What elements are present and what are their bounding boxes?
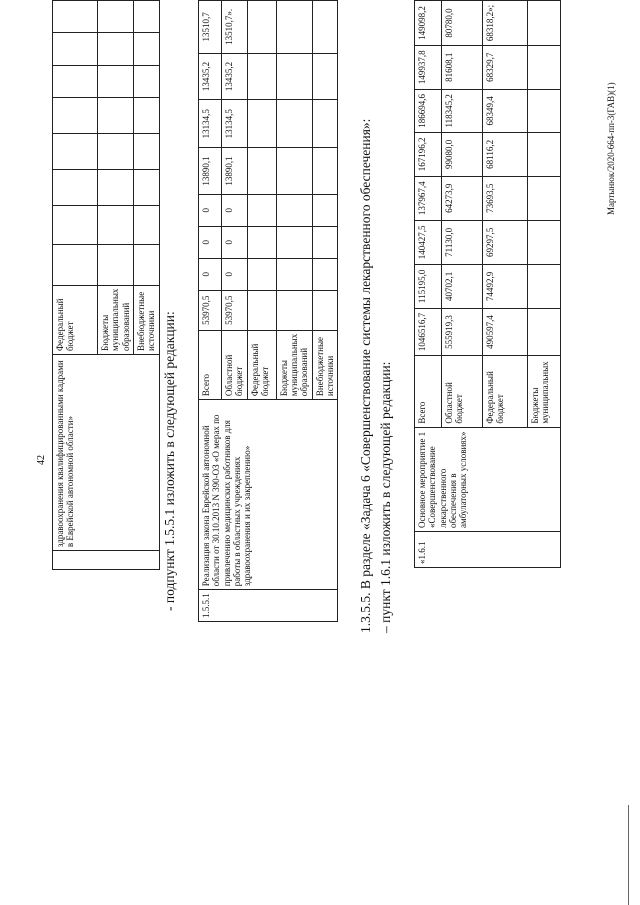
- value-cell: [134, 134, 160, 170]
- value-cell: [98, 65, 134, 97]
- value-cell: [276, 226, 312, 258]
- value-cell: 13890,1: [222, 148, 248, 194]
- value-cell: [53, 205, 98, 244]
- row-code-cell: 1.5.5.1: [199, 590, 338, 622]
- value-cell: 0: [199, 226, 222, 258]
- value-cell: [528, 133, 561, 177]
- value-cell: 0: [199, 258, 222, 290]
- value-cell: [53, 244, 98, 285]
- value-cell: [276, 290, 312, 330]
- value-cell: 69297,5: [483, 220, 528, 264]
- value-cell: 68349,4: [483, 89, 528, 133]
- value-cell: [247, 226, 276, 258]
- value-cell: [98, 244, 134, 285]
- value-cell: [528, 264, 561, 308]
- value-cell: 81608,1: [442, 45, 483, 89]
- value-cell: [312, 226, 338, 258]
- budget-table-continuation: [52, 0, 160, 570]
- value-cell: 68116,2: [483, 133, 528, 177]
- value-cell: [53, 134, 98, 170]
- measure-name-cell: Основное мероприятие 1 «Совершенствование лекарственного обеспечения в амбулаторных условиях»: [415, 427, 561, 531]
- table-row: [199, 1, 222, 622]
- value-cell: 64273,9: [442, 176, 483, 220]
- measure-name-cell: Реализация закона Еврейской автономной области от 30.10.2013 N 390-ОЗ «О мерах по привлечению медицинских работников для работы в областных учреждениях здравоохранения и их закреплению»: [199, 400, 338, 590]
- value-cell: 13510,7: [199, 1, 222, 54]
- value-cell: 490597,4: [483, 308, 528, 355]
- value-cell: 13510,7».: [222, 1, 248, 54]
- funding-source-cell: Федеральный бюджет: [53, 285, 98, 354]
- value-cell: [247, 290, 276, 330]
- value-cell: 115195,0: [415, 264, 442, 308]
- funding-source-cell: Бюджеты муниципальных: [528, 356, 561, 427]
- page-number: 42: [36, 455, 47, 465]
- value-cell: 99080,0: [442, 133, 483, 177]
- value-cell: [247, 53, 276, 99]
- value-cell: [134, 33, 160, 65]
- value-cell: [312, 148, 338, 194]
- value-cell: [134, 98, 160, 134]
- value-cell: 73693,5: [483, 176, 528, 220]
- value-cell: [53, 98, 98, 134]
- funding-source-cell: Областной бюджет: [442, 356, 483, 427]
- funding-source-cell: Всего: [415, 356, 442, 427]
- value-cell: [98, 134, 134, 170]
- value-cell: [134, 1, 160, 33]
- value-cell: 13890,1: [199, 148, 222, 194]
- value-cell: [276, 53, 312, 99]
- value-cell: 40702,1: [442, 264, 483, 308]
- measure-name-cell: здравоохранения квалифицированными кадрами в Еврейской автономной области»: [53, 354, 160, 550]
- funding-source-cell: Внебюджетные источники: [134, 285, 160, 354]
- value-cell: 0: [222, 226, 248, 258]
- section-heading: 1.3.5.5. В разделе «Задача 6 «Совершенствование системы лекарственного обеспечения»:: [358, 118, 373, 633]
- value-cell: 140427,5: [415, 220, 442, 264]
- funding-source-cell: Всего: [199, 330, 222, 399]
- value-cell: [312, 258, 338, 290]
- value-cell: [312, 194, 338, 226]
- value-cell: [134, 169, 160, 205]
- value-cell: [276, 194, 312, 226]
- value-cell: [312, 100, 338, 148]
- table-row: [415, 1, 442, 568]
- value-cell: [247, 258, 276, 290]
- row-code-cell: «1.6.1: [415, 532, 561, 568]
- value-cell: [528, 1, 561, 46]
- value-cell: 13134,5: [199, 100, 222, 148]
- value-cell: 0: [199, 194, 222, 226]
- funding-source-cell: Федеральный бюджет: [247, 330, 276, 399]
- value-cell: 74492,9: [483, 264, 528, 308]
- value-cell: [53, 1, 98, 33]
- value-cell: 68318,2»;: [483, 1, 528, 46]
- table-row: [53, 1, 98, 570]
- value-cell: 1046516,7: [415, 308, 442, 355]
- value-cell: [276, 1, 312, 54]
- value-cell: [247, 148, 276, 194]
- value-cell: 137967,4: [415, 176, 442, 220]
- value-cell: 555919,3: [442, 308, 483, 355]
- value-cell: 53970,5: [222, 290, 248, 330]
- value-cell: 186694,6: [415, 89, 442, 133]
- value-cell: [528, 45, 561, 89]
- value-cell: [53, 65, 98, 97]
- footer-divider: [628, 805, 629, 905]
- value-cell: 13435,2: [199, 53, 222, 99]
- value-cell: 0: [222, 194, 248, 226]
- value-cell: 149098,2: [415, 1, 442, 46]
- value-cell: [276, 100, 312, 148]
- budget-table-161: [414, 0, 561, 568]
- value-cell: 68329,7: [483, 45, 528, 89]
- value-cell: [312, 290, 338, 330]
- budget-table-1551: [198, 0, 338, 622]
- funding-source-cell: Бюджеты муниципальных образований: [98, 285, 134, 354]
- value-cell: 80780,0: [442, 1, 483, 46]
- value-cell: 118345,2: [442, 89, 483, 133]
- value-cell: [98, 205, 134, 244]
- value-cell: [134, 65, 160, 97]
- value-cell: [276, 258, 312, 290]
- value-cell: [247, 100, 276, 148]
- funding-source-cell: Внебюджетные источники: [312, 330, 338, 399]
- funding-source-cell: Областной бюджет: [222, 330, 248, 399]
- value-cell: [53, 169, 98, 205]
- value-cell: [312, 53, 338, 99]
- document-reference: Мартынюк/2020-664-пп-3(ГАВ)(1): [606, 82, 616, 215]
- value-cell: [98, 33, 134, 65]
- value-cell: 13435,2: [222, 53, 248, 99]
- value-cell: 53970,5: [199, 290, 222, 330]
- value-cell: [528, 89, 561, 133]
- value-cell: [134, 244, 160, 285]
- funding-source-cell: Федеральный бюджет: [483, 356, 528, 427]
- value-cell: [53, 33, 98, 65]
- value-cell: [528, 176, 561, 220]
- value-cell: 71130,0: [442, 220, 483, 264]
- value-cell: [312, 1, 338, 54]
- value-cell: 0: [222, 258, 248, 290]
- value-cell: [276, 148, 312, 194]
- subpoint-heading: - подпункт 1.5.5.1 изложить в следующей редакции:: [162, 311, 177, 611]
- row-code-cell: [53, 551, 160, 570]
- value-cell: 167196,2: [415, 133, 442, 177]
- point-heading: – пункт 1.6.1 изложить в следующей редакции:: [378, 361, 393, 633]
- value-cell: [528, 308, 561, 355]
- funding-source-cell: Бюджеты муниципальных образований: [276, 330, 312, 399]
- value-cell: [98, 98, 134, 134]
- value-cell: [528, 220, 561, 264]
- value-cell: [247, 1, 276, 54]
- value-cell: [98, 169, 134, 205]
- value-cell: [247, 194, 276, 226]
- value-cell: 149937,8: [415, 45, 442, 89]
- value-cell: [98, 1, 134, 33]
- value-cell: [134, 205, 160, 244]
- value-cell: 13134,5: [222, 100, 248, 148]
